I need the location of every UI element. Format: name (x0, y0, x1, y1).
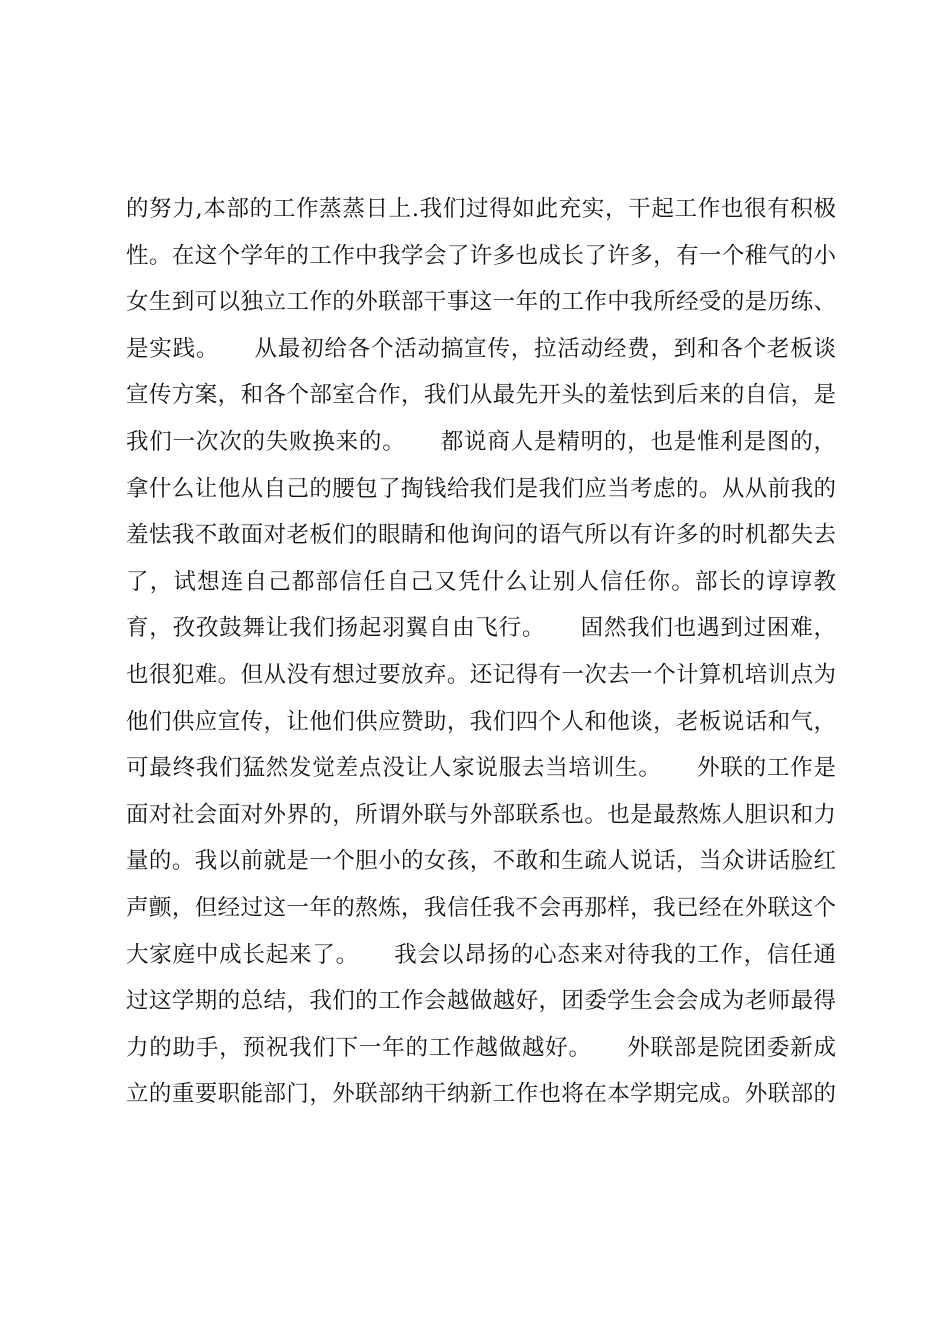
text-line: 我们一次次的失败换来的。 都说商人是精明的，也是惟利是图的， (126, 428, 836, 455)
text-line: 性。在这个学年的工作中我学会了许多也成长了许多，有一个稚气的小 (126, 242, 836, 269)
text-line: 大家庭中成长起来了。 我会以昂扬的心态来对待我的工作，信任通 (126, 941, 836, 968)
text-line: 拿什么让他从自己的腰包了掏钱给我们是我们应当考虑的。从从前我的 (126, 475, 836, 502)
text-line: 了，试想连自己都部信任自己又凭什么让别人信任你。部长的谆谆教 (126, 568, 836, 595)
text-line: 宣传方案，和各个部室合作，我们从最先开头的羞怯到后来的自信，是 (126, 382, 836, 409)
text-line: 立的重要职能部门，外联部纳干纳新工作也将在本学期完成。外联部的 (126, 1081, 836, 1108)
text-line: 面对社会面对外界的，所谓外联与外部联系也。也是最熬炼人胆识和力 (126, 801, 836, 828)
text-line: 女生到可以独立工作的外联部干事这一年的工作中我所经受的是历练、 (126, 289, 836, 316)
text-line: 他们供应宣传，让他们供应赞助，我们四个人和他谈，老板说话和气， (126, 708, 836, 735)
text-line: 量的。我以前就是一个胆小的女孩，不敢和生疏人说话，当众讲话脸红 (126, 848, 836, 875)
text-line: 育，孜孜鼓舞让我们扬起羽翼自由飞行。 固然我们也遇到过困难， (126, 615, 836, 642)
text-line: 过这学期的总结，我们的工作会越做越好，团委学生会会成为老师最得 (126, 988, 836, 1015)
document-body (126, 186, 836, 1118)
text-line: 也很犯难。但从没有想过要放弃。还记得有一次去一个计算机培训点为 (126, 661, 836, 688)
text-line: 声颤，但经过这一年的熬炼，我信任我不会再那样，我已经在外联这个 (126, 894, 836, 921)
text-line: 羞怯我不敢面对老板们的眼睛和他询问的语气所以有许多的时机都失去 (126, 522, 836, 549)
text-line: 是实践。 从最初给各个活动搞宣传，拉活动经费，到和各个老板谈 (126, 335, 836, 362)
text-line: 的努力,本部的工作蒸蒸日上.我们过得如此充实，干起工作也很有积极 (126, 196, 836, 222)
text-line: 可最终我们猛然发觉差点没让人家说服去当培训生。 外联的工作是 (126, 755, 836, 782)
text-line: 力的助手，预祝我们下一年的工作越做越好。 外联部是院团委新成 (126, 1034, 836, 1061)
